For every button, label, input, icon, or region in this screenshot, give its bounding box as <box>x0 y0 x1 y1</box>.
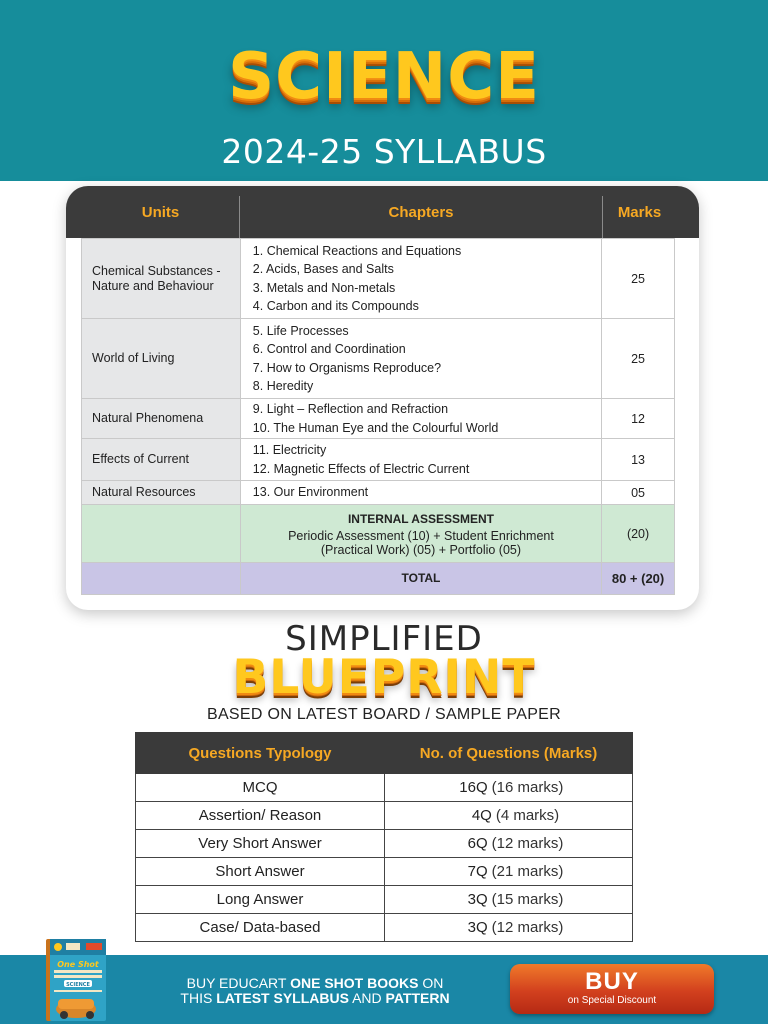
internal-assessment-line: (Practical Work) (05) + Portfolio (05) <box>320 542 522 557</box>
col-header-questions: No. of Questions (Marks) <box>385 733 633 774</box>
chapter-item: 6. Control and Coordination <box>252 342 406 357</box>
question-count: 4Q <box>471 807 492 824</box>
chapter-item: 2. Acids, Bases and Salts <box>252 262 394 277</box>
chapter-item: 3. Metals and Non-metals <box>252 280 396 295</box>
page-title: SCIENCE <box>228 40 540 114</box>
blueprint-heading-1: SIMPLIFIED <box>285 619 483 659</box>
book-cover-image[interactable] <box>42 937 112 1023</box>
footer-line-1 <box>140 976 490 991</box>
footer-text-part: THIS <box>180 990 217 1006</box>
chapters-cell <box>240 319 601 399</box>
marks-cell: 25 <box>602 239 675 319</box>
question-count: 7Q <box>467 863 488 880</box>
internal-assessment-title: INTERNAL ASSESSMENT <box>347 512 494 527</box>
typology-cell: MCQ <box>136 774 385 802</box>
question-marks: (4 marks) <box>495 807 560 824</box>
marks-cell: 13 <box>602 439 675 481</box>
questions-cell <box>385 774 633 802</box>
chapter-item: 1. Chemical Reactions and Equations <box>252 243 462 258</box>
syllabus-header-row <box>66 186 699 238</box>
question-count: 6Q <box>467 835 488 852</box>
table-row <box>136 802 633 830</box>
question-count: 3Q <box>467 891 488 908</box>
table-row <box>136 914 633 942</box>
marks-cell: 12 <box>602 399 675 439</box>
footer-text-bold: ONE SHOT BOOKS <box>290 975 419 991</box>
typology-cell: Case/ Data-based <box>136 914 385 942</box>
chapters-cell <box>240 239 601 319</box>
unit-cell: Natural Resources <box>82 481 241 505</box>
questions-cell <box>385 802 633 830</box>
table-row <box>82 439 675 481</box>
book-title-text: One Shot <box>57 960 99 969</box>
internal-assessment-cell <box>240 505 601 563</box>
unit-cell: Natural Phenomena <box>82 399 241 439</box>
syllabus-card <box>66 186 699 610</box>
footer-text-part: BUY EDUCART <box>186 975 291 991</box>
chapter-item: 7. How to Organisms Reproduce? <box>252 360 442 375</box>
internal-assessment-line: Periodic Assessment (10) + Student Enrichment <box>288 528 554 543</box>
syllabus-table <box>81 238 675 595</box>
chapter-item: 8. Heredity <box>252 378 314 393</box>
buy-button[interactable] <box>510 964 714 1014</box>
table-row <box>82 481 675 505</box>
table-row <box>82 239 675 319</box>
table-row <box>136 774 633 802</box>
blueprint-table <box>135 732 633 942</box>
chapter-item: 13. Our Environment <box>252 485 369 500</box>
table-row <box>82 319 675 399</box>
question-marks: (12 marks) <box>491 835 564 852</box>
question-marks: (15 marks) <box>491 891 564 908</box>
chapter-item: 5. Life Processes <box>252 323 349 338</box>
col-header-chapters: Chapters <box>388 203 454 221</box>
marks-cell: (20) <box>602 505 675 563</box>
question-marks: (12 marks) <box>491 919 564 936</box>
total-marks: 80 + (20) <box>602 563 675 595</box>
total-row <box>82 563 675 595</box>
typology-cell: Short Answer <box>136 858 385 886</box>
question-marks: (16 marks) <box>491 779 564 796</box>
col-header-marks: Marks <box>617 203 662 221</box>
typology-cell: Long Answer <box>136 886 385 914</box>
unit-cell-empty <box>82 505 241 563</box>
unit-cell: World of Living <box>82 319 241 399</box>
question-marks: (21 marks) <box>491 863 564 880</box>
unit-cell-empty <box>82 563 241 595</box>
chapter-item: 9. Light – Reflection and Refraction <box>252 402 449 417</box>
chapters-cell <box>240 399 601 439</box>
table-row <box>136 858 633 886</box>
chapters-cell <box>240 481 601 505</box>
questions-cell <box>385 914 633 942</box>
questions-cell <box>385 886 633 914</box>
typology-cell: Very Short Answer <box>136 830 385 858</box>
footer-promo-text <box>140 976 490 1006</box>
footer-text-part: ON <box>418 975 444 991</box>
question-count: 3Q <box>467 919 488 936</box>
chapters-cell <box>240 439 601 481</box>
chapter-item: 4. Carbon and its Compounds <box>252 298 419 313</box>
unit-cell: Effects of Current <box>82 439 241 481</box>
footer-text-part: AND <box>348 990 386 1006</box>
chapter-item: 10. The Human Eye and the Colourful World <box>252 420 499 435</box>
internal-assessment-row <box>82 505 675 563</box>
table-row <box>82 399 675 439</box>
page-subtitle: 2024-25 SYLLABUS <box>221 132 547 171</box>
unit-cell: Chemical Substances - Nature and Behaviour <box>82 239 241 319</box>
questions-cell <box>385 858 633 886</box>
footer-text-bold: LATEST SYLLABUS <box>216 990 349 1006</box>
buy-button-label: BUY <box>585 968 639 995</box>
book-subject-text: SCIENCE <box>66 982 90 988</box>
col-header-units: Units <box>141 203 180 221</box>
footer-text-bold: PATTERN <box>385 990 450 1006</box>
question-count: 16Q <box>459 779 488 796</box>
footer-line-2 <box>140 991 490 1006</box>
chapter-item: 11. Electricity <box>252 443 327 458</box>
marks-cell: 05 <box>602 481 675 505</box>
blueprint-subheading: BASED ON LATEST BOARD / SAMPLE PAPER <box>206 706 561 723</box>
blueprint-heading-2: BLUEPRINT <box>232 650 536 705</box>
typology-cell: Assertion/ Reason <box>136 802 385 830</box>
table-row <box>136 830 633 858</box>
chapter-item: 12. Magnetic Effects of Electric Current <box>252 461 470 476</box>
buy-button-sublabel: on Special Discount <box>567 995 657 1006</box>
marks-cell: 25 <box>602 319 675 399</box>
blueprint-header-row <box>136 733 633 774</box>
col-header-typology: Questions Typology <box>136 733 385 774</box>
total-label: TOTAL <box>240 563 601 595</box>
questions-cell <box>385 830 633 858</box>
table-row <box>136 886 633 914</box>
